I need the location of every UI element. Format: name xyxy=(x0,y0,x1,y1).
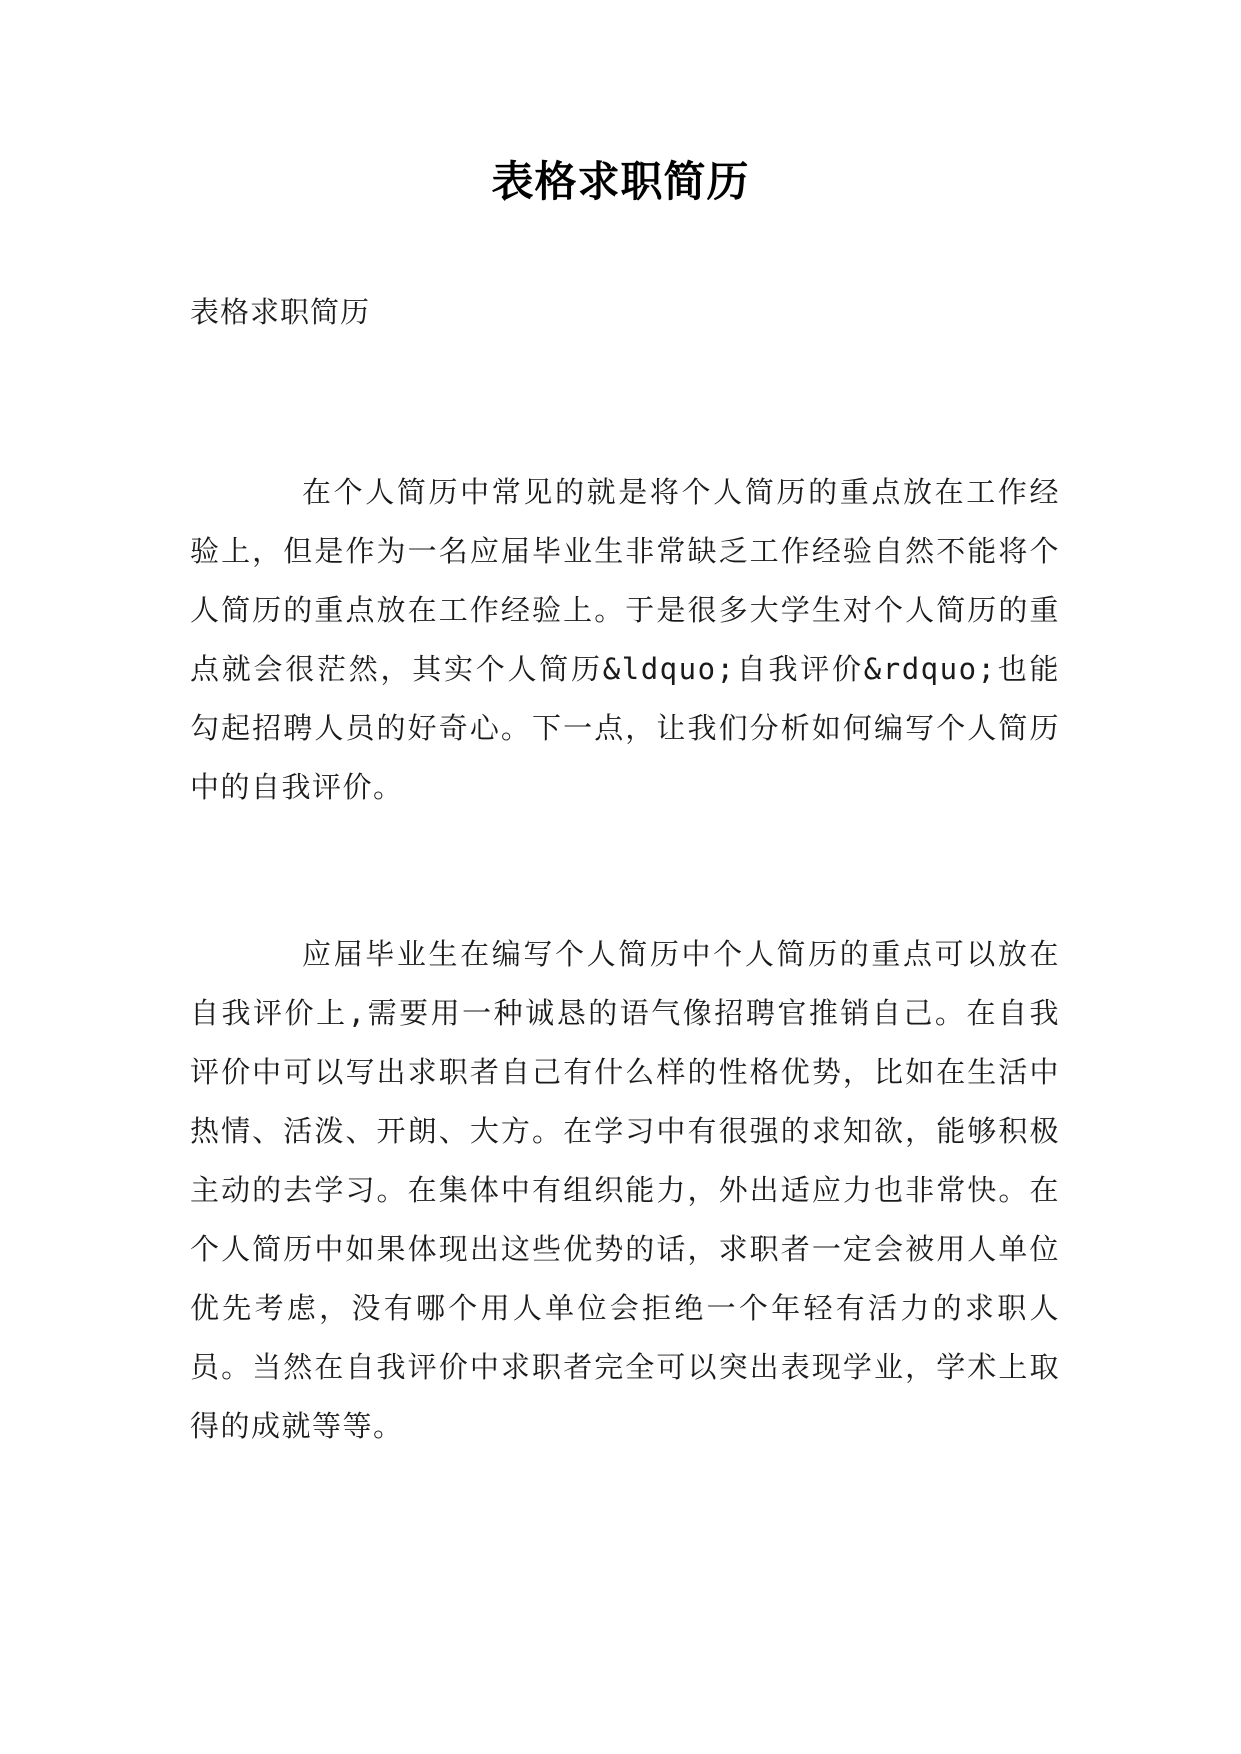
document-subtitle: 表格求职简历 xyxy=(190,295,371,329)
body-paragraph-1: 在个人简历中常见的就是将个人简历的重点放在工作经验上，但是作为一名应届毕业生非常缺乏工作经验自然不能将个人简历的重点放在工作经验上。于是很多大学生对个人简历的重点就会很茫然，其实个人简历&ldquo;自我评价&rdquo;也能勾起招聘人员的好奇心。下一点，让我们分析如何编写个人简历中的自我评价。 xyxy=(190,475,1060,804)
document-title: 表格求职简历 xyxy=(491,157,750,206)
body-paragraph-2: 应届毕业生在编写个人简历中个人简历的重点可以放在自我评价上,需要用一种诚恳的语气像招聘官推销自己。在自我评价中可以写出求职者自己有什么样的性格优势，比如在生活中热情、活泼、开朗、大方。在学习中有很强的求知欲，能够积极主动的去学习。在集体中有组织能力，外出适应力也非常快。在个人简历中如果体现出这些优势的话，求职者一定会被用人单位优先考虑，没有哪个用人单位会拒绝一个年轻有活力的求职人员。当然在自我评价中求职者完全可以突出表现学业，学术上取得的成就等等。 xyxy=(190,937,1060,1443)
